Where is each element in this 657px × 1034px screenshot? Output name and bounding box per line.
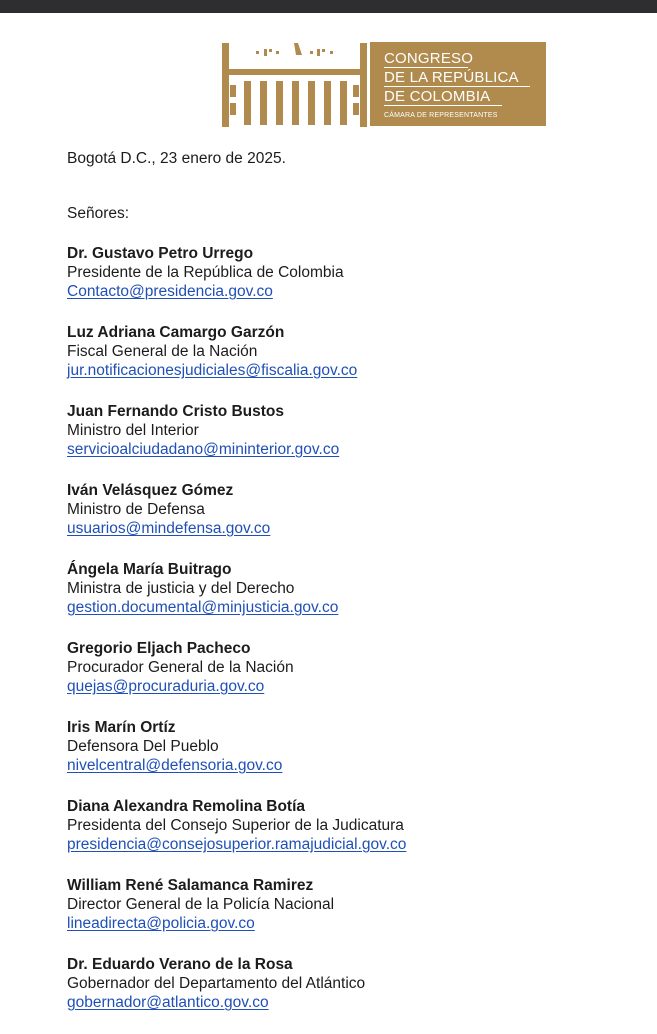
recipient-block [67, 402, 637, 481]
letter-dateline: Bogotá D.C., 23 enero de 2025. [67, 150, 286, 167]
letter-salutation: Señores: [67, 205, 130, 222]
recipient-block [67, 955, 637, 1034]
recipient-email-link[interactable]: jur.notificacionesjudiciales@fiscalia.gov.co [67, 362, 358, 379]
recipient-name: Dr. Eduardo Verano de la Rosa [67, 956, 293, 973]
recipient-title: Defensora Del Pueblo [67, 738, 219, 755]
top-bar [0, 0, 657, 13]
recipient-email-link[interactable]: Contacto@presidencia.gov.co [67, 283, 273, 300]
recipient-name: Iris Marín Ortíz [67, 719, 176, 736]
recipient-title: Director General de la Policía Nacional [67, 896, 335, 913]
congress-wordmark [370, 42, 546, 126]
recipient-email-link[interactable]: presidencia@consejosuperior.ramajudicial.gov.co [67, 836, 407, 853]
recipient-block [67, 481, 637, 560]
recipient-email-link[interactable]: gobernador@atlantico.gov.co [67, 994, 269, 1011]
recipient-title: Ministro del Interior [67, 422, 199, 439]
logo-subline: CÁMARA DE REPRESENTANTES [384, 112, 498, 119]
recipient-email-link[interactable]: gestion.documental@minjusticia.gov.co [67, 599, 339, 616]
capitol-emblem-icon [222, 41, 367, 127]
recipient-email-link[interactable]: quejas@procuraduria.gov.co [67, 678, 265, 695]
recipient-title: Gobernador del Departamento del Atlántico [67, 975, 366, 992]
recipient-name: Luz Adriana Camargo Garzón [67, 324, 285, 341]
logo-line-1: CONGRESO [384, 50, 474, 67]
logo-divider [384, 105, 502, 106]
recipient-name: Ángela María Buitrago [67, 561, 232, 578]
recipient-name: William René Salamanca Ramirez [67, 877, 314, 894]
recipient-email-link[interactable]: servicioalciudadano@mininterior.gov.co [67, 441, 340, 458]
recipient-block [67, 718, 637, 797]
recipient-title: Ministra de justicia y del Derecho [67, 580, 295, 597]
congress-logo [222, 41, 546, 127]
recipient-email-link[interactable]: usuarios@mindefensa.gov.co [67, 520, 271, 537]
logo-line-2: DE LA REPÚBLICA [384, 69, 519, 86]
logo-divider [384, 86, 530, 87]
logo-line-3: DE COLOMBIA [384, 88, 491, 105]
logo-divider [384, 67, 468, 68]
recipient-name: Iván Velásquez Gómez [67, 482, 234, 499]
recipient-title: Fiscal General de la Nación [67, 343, 258, 360]
recipient-title: Presidente de la República de Colombia [67, 264, 344, 281]
recipient-email-link[interactable]: lineadirecta@policia.gov.co [67, 915, 255, 932]
recipient-block [67, 797, 637, 876]
recipient-block [67, 323, 637, 402]
recipient-list [67, 244, 637, 1034]
recipient-name: Gregorio Eljach Pacheco [67, 640, 251, 657]
recipient-block [67, 639, 637, 718]
recipient-name: Juan Fernando Cristo Bustos [67, 403, 285, 420]
recipient-block [67, 244, 637, 323]
recipient-title: Presidenta del Consejo Superior de la Judicatura [67, 817, 404, 834]
recipient-block [67, 560, 637, 639]
recipient-block [67, 876, 637, 955]
recipient-email-link[interactable]: nivelcentral@defensoria.gov.co [67, 757, 283, 774]
recipient-name: Diana Alexandra Remolina Botía [67, 798, 306, 815]
recipient-title: Ministro de Defensa [67, 501, 205, 518]
recipient-title: Procurador General de la Nación [67, 659, 294, 676]
recipient-name: Dr. Gustavo Petro Urrego [67, 245, 254, 262]
